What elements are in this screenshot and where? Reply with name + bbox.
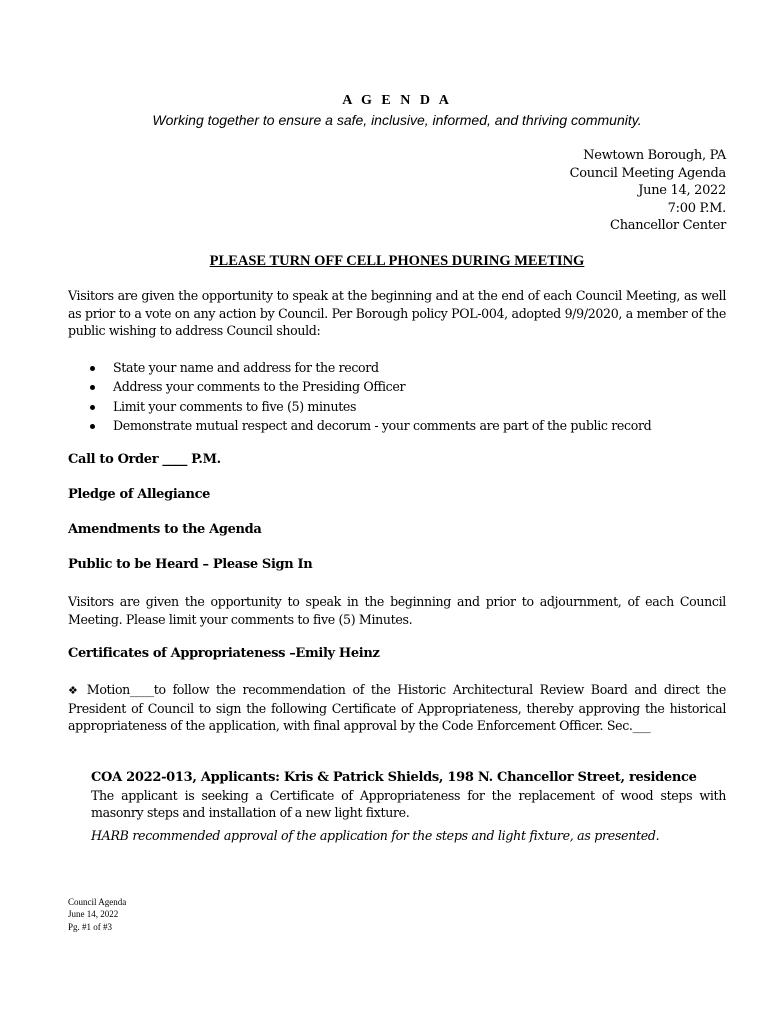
pledge-heading: Pledge of Allegiance [68, 487, 211, 502]
motion-paragraph [68, 681, 726, 735]
coa-title: COA 2022-013, Applicants: Kris & Patrick Shields, 198 N. Chancellor Street, residence [91, 770, 697, 785]
motion-text: Motion____to follow the recommendation of the Historic Architectural Review Board and direct the President of Council to sign the following Certificate of Appropriateness, thereby approving the historical appropriateness of the application, with final approval by the Code Enforcement Officer. Sec.___ [68, 682, 726, 733]
call-to-order-heading: Call to Order ____ P.M. [68, 452, 221, 467]
rule-item: State your name and address for the record [68, 358, 726, 377]
public-heard-text: Visitors are given the opportunity to speak in the beginning and prior to adjournment, of each Council Meeting. Please limit your comments to five (5) Minutes. [68, 594, 726, 627]
page-footer [68, 896, 126, 933]
coa-recommendation: HARB recommended approval of the application for the steps and light fixture, as presented. [91, 827, 660, 843]
footer-page-number: Pg. #1 of #3 [68, 921, 113, 932]
meeting-venue: Chancellor Center [610, 218, 726, 234]
meeting-date: June 14, 2022 [638, 183, 726, 199]
meeting-info [570, 147, 726, 235]
rule-item: Address your comments to the Presiding Officer [68, 377, 726, 396]
cell-phone-notice: PLEASE TURN OFF CELL PHONES DURING MEETING [209, 253, 585, 269]
diamond-bullet-icon: ❖ [68, 684, 81, 697]
public-heard-heading: Public to be Heard – Please Sign In [68, 557, 313, 572]
meeting-location: Newtown Borough, PA [583, 148, 726, 163]
public-comment-rules [68, 358, 726, 435]
agenda-motto: Working together to ensure a safe, inclusive, informed, and thriving community. [152, 112, 642, 128]
footer-doc-name: Council Agenda [68, 897, 127, 907]
public-comment-intro: Visitors are given the opportunity to speak at the beginning and at the end of each Council Meeting, as well as prior to a vote on any action by Council. Per Borough policy POL-004, adopted 9/9/2020, a member of the public wishing to address Council should: [68, 288, 726, 338]
amendments-heading: Amendments to the Agenda [68, 522, 262, 537]
agenda-title: A G E N D A [342, 93, 452, 108]
meeting-time: 7:00 P.M. [667, 200, 726, 216]
coa-item [91, 769, 726, 844]
coa-section-heading: Certificates of Appropriateness –Emily Heinz [68, 646, 380, 661]
footer-date: June 14, 2022 [68, 909, 119, 920]
coa-description: The applicant is seeking a Certificate of Appropriateness for the replacement of wood steps with masonry steps and installation of a new light fixture. [91, 787, 726, 820]
rule-item: Demonstrate mutual respect and decorum - your comments are part of the public record [68, 416, 726, 435]
rule-item: Limit your comments to five (5) minutes [68, 397, 726, 416]
meeting-name: Council Meeting Agenda [569, 165, 726, 181]
